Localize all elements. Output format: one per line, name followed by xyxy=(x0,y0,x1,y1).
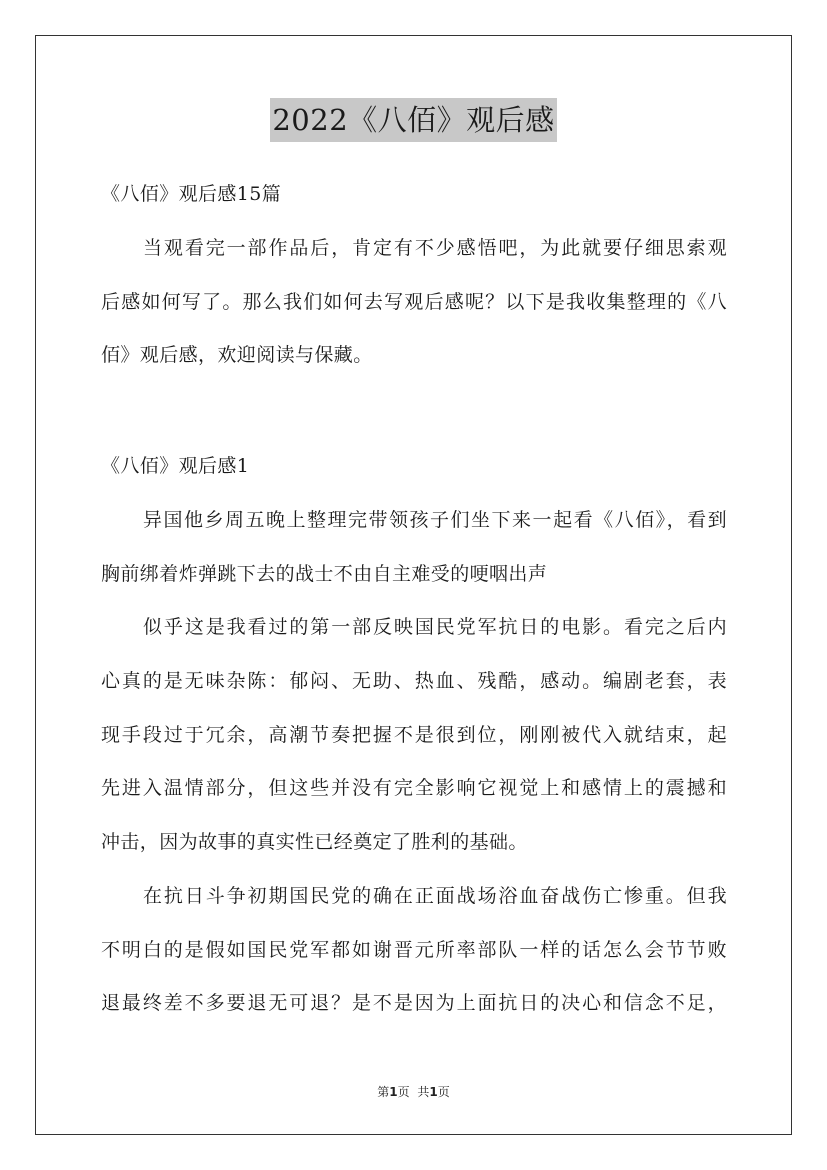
document-subtitle: 《八佰》观后感15篇 xyxy=(101,183,282,205)
footer-total-suffix: 页 xyxy=(437,1085,450,1099)
intro-line: 佰》观后感，欢迎阅读与保藏。 xyxy=(101,344,373,366)
section-heading: 《八佰》观后感1 xyxy=(101,455,250,477)
paragraph2-line: 似乎这是我看过的第一部反映国民党军抗日的电影。看完之后内 xyxy=(143,616,727,638)
footer-page-number: 1 xyxy=(389,1085,398,1099)
paragraph3-line: 在抗日斗争初期国民党的确在正面战场浴血奋战伤亡惨重。但我 xyxy=(143,885,727,907)
paragraph3-line: 退最终差不多要退无可退？是不是因为上面抗日的决心和信念不足， xyxy=(101,992,727,1014)
paragraph2-line: 先进入温情部分，但这些并没有完全影响它视觉上和感情上的震撼和 xyxy=(101,777,727,799)
page-footer xyxy=(0,1084,827,1100)
paragraph1-line: 异国他乡周五晚上整理完带领孩子们坐下来一起看《八佰》，看到 xyxy=(143,509,727,531)
footer-total-number: 1 xyxy=(429,1085,438,1099)
footer-total-prefix: 共 xyxy=(417,1085,430,1099)
title-container xyxy=(0,98,827,142)
intro-line: 后感如何写了。那么我们如何去写观后感呢？以下是我收集整理的《八 xyxy=(101,291,727,313)
paragraph2-line: 心真的是无味杂陈：郁闷、无助、热血、残酷，感动。编剧老套，表 xyxy=(101,670,727,692)
paragraph1-line: 胸前绑着炸弹跳下去的战士不由自主难受的哽咽出声 xyxy=(101,563,548,585)
paragraph2-line: 冲击，因为故事的真实性已经奠定了胜利的基础。 xyxy=(101,831,528,853)
intro-line: 当观看完一部作品后，肯定有不少感悟吧，为此就要仔细思索观 xyxy=(143,237,727,259)
paragraph3-line: 不明白的是假如国民党军都如谢晋元所率部队一样的话怎么会节节败 xyxy=(101,939,727,961)
document-title: 2022《八佰》观后感 xyxy=(270,98,556,142)
footer-page-prefix: 第 xyxy=(377,1085,390,1099)
paragraph2-line: 现手段过于冗余，高潮节奏把握不是很到位，刚刚被代入就结束，起 xyxy=(101,724,727,746)
footer-page-suffix: 页 xyxy=(397,1085,410,1099)
